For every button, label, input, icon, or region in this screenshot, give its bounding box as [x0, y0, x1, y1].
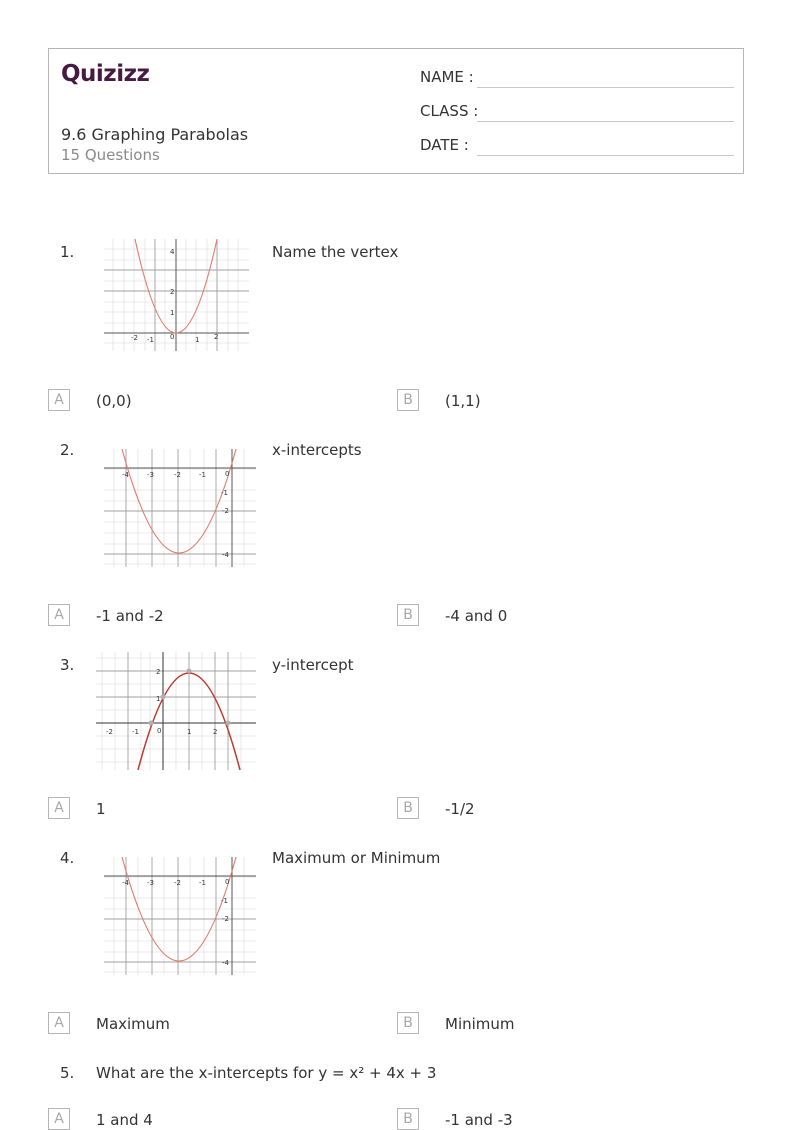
date-label: DATE : [420, 136, 469, 154]
svg-text:-2: -2 [222, 915, 229, 923]
option-b-text[interactable]: Minimum [445, 1015, 515, 1033]
svg-text:0: 0 [225, 470, 230, 478]
svg-text:-2: -2 [131, 334, 138, 342]
svg-text:1: 1 [156, 695, 161, 703]
svg-text:1: 1 [195, 336, 200, 344]
option-a-text[interactable]: 1 [96, 800, 106, 818]
svg-text:-1: -1 [147, 336, 154, 344]
option-a-text[interactable]: 1 and 4 [96, 1111, 153, 1129]
x-intercept-point [149, 721, 154, 726]
option-a-text[interactable]: (0,0) [96, 392, 132, 410]
option-b-box[interactable]: B [397, 604, 419, 626]
question-count: 15 Questions [61, 146, 160, 164]
svg-text:0: 0 [170, 333, 175, 341]
parabola-graph [96, 652, 256, 770]
svg-text:-4: -4 [122, 879, 129, 887]
question-text: Name the vertex [272, 243, 399, 261]
class-field[interactable] [420, 102, 734, 124]
option-b-box[interactable]: B [397, 1012, 419, 1034]
option-b-box[interactable]: B [397, 389, 419, 411]
question-text: Maximum or Minimum [272, 849, 441, 867]
svg-text:-4: -4 [222, 551, 229, 559]
name-label: NAME : [420, 68, 474, 86]
date-line[interactable] [477, 155, 734, 156]
svg-text:-2: -2 [222, 507, 229, 515]
question-text: x-intercepts [272, 441, 362, 459]
option-b-text[interactable]: -4 and 0 [445, 607, 508, 625]
option-a-box[interactable]: A [48, 797, 70, 819]
question-text: What are the x-intercepts for y = x² + 4x + 3 [96, 1064, 437, 1082]
question-text: y-intercept [272, 656, 354, 674]
svg-text:-1: -1 [199, 471, 206, 479]
svg-text:-3: -3 [147, 879, 154, 887]
option-a-box[interactable]: A [48, 1108, 70, 1130]
question-number: 5. [60, 1064, 75, 1082]
option-b-text[interactable]: (1,1) [445, 392, 481, 410]
question-number: 4. [60, 849, 75, 867]
svg-text:-4: -4 [222, 959, 229, 967]
quizizz-logo [61, 59, 153, 91]
option-b-box[interactable]: B [397, 797, 419, 819]
question-number: 2. [60, 441, 75, 459]
option-a-text[interactable]: -1 and -2 [96, 607, 164, 625]
parabola-graph [104, 857, 256, 975]
name-line[interactable] [477, 87, 734, 88]
option-a-text[interactable]: Maximum [96, 1015, 170, 1033]
parabola-graph [104, 449, 256, 567]
option-b-text[interactable]: -1/2 [445, 800, 475, 818]
svg-text:-4: -4 [122, 471, 129, 479]
svg-text:2: 2 [214, 333, 219, 341]
option-a-box[interactable]: A [48, 1012, 70, 1034]
class-line[interactable] [477, 121, 734, 122]
svg-text:-1: -1 [132, 728, 139, 736]
svg-text:1: 1 [187, 728, 192, 736]
svg-text:4: 4 [170, 248, 175, 256]
name-field[interactable] [420, 68, 734, 90]
option-b-box[interactable]: B [397, 1108, 419, 1130]
option-a-box[interactable]: A [48, 389, 70, 411]
svg-text:0: 0 [157, 727, 162, 735]
svg-text:2: 2 [213, 728, 218, 736]
question-number: 1. [60, 243, 75, 261]
svg-text:-2: -2 [106, 728, 113, 736]
class-label: CLASS : [420, 102, 479, 120]
worksheet-title: 9.6 Graphing Parabolas [61, 125, 249, 144]
svg-text:1: 1 [170, 309, 175, 317]
y-intercept-point [161, 695, 166, 700]
option-a-box[interactable]: A [48, 604, 70, 626]
question-number: 3. [60, 656, 75, 674]
svg-text:0: 0 [225, 878, 230, 886]
svg-text:-2: -2 [174, 879, 181, 887]
worksheet-header [48, 48, 744, 174]
vertex-point [187, 669, 192, 674]
svg-text:Quizizz: Quizizz [61, 61, 150, 87]
parabola-graph [104, 239, 249, 351]
date-field[interactable] [420, 136, 734, 158]
option-b-text[interactable]: -1 and -3 [445, 1111, 513, 1129]
svg-text:-1: -1 [221, 897, 228, 905]
svg-text:-1: -1 [199, 879, 206, 887]
svg-text:2: 2 [170, 288, 175, 296]
svg-text:2: 2 [156, 668, 161, 676]
svg-text:-2: -2 [174, 471, 181, 479]
x-intercept-point [226, 721, 231, 726]
svg-text:-3: -3 [147, 471, 154, 479]
svg-text:-1: -1 [221, 489, 228, 497]
